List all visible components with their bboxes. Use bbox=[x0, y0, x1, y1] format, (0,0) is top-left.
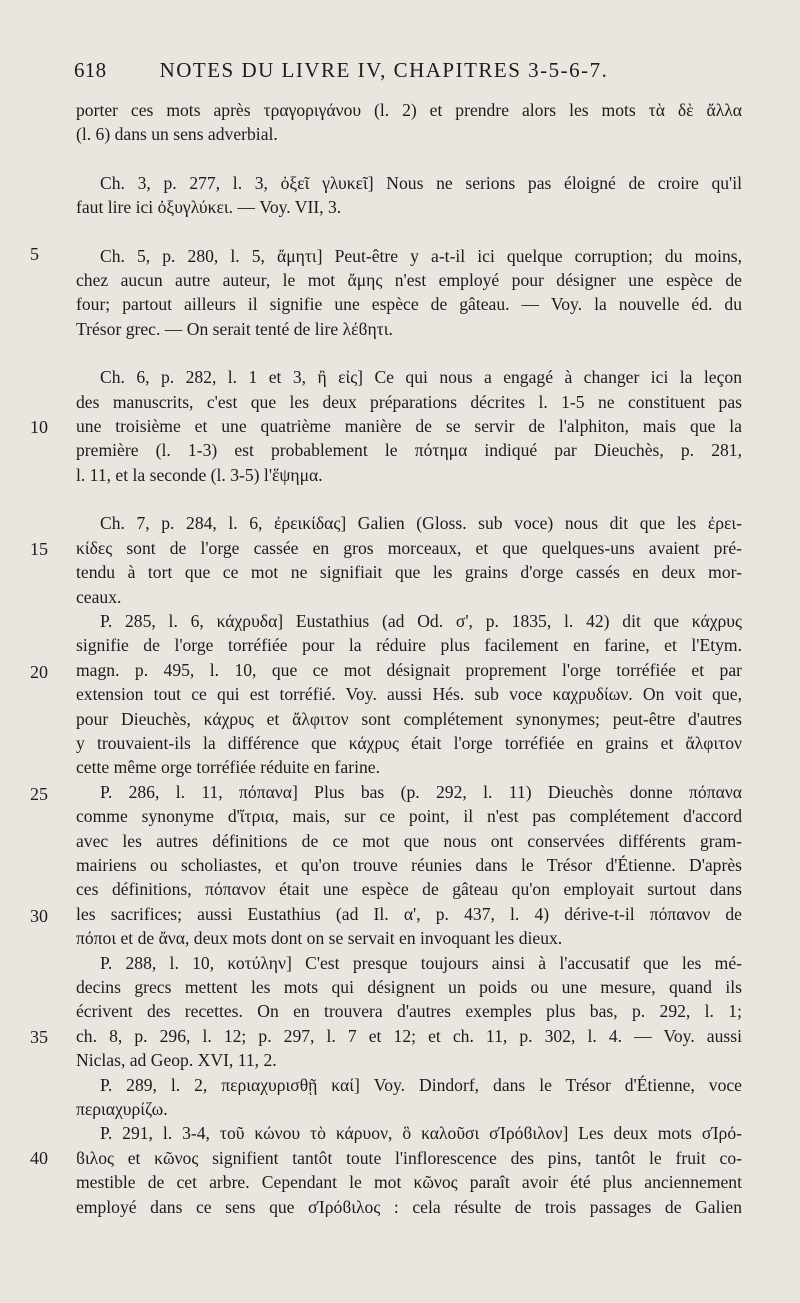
text-line: περιαχυρίζω. bbox=[76, 1099, 168, 1120]
line-number: 5 bbox=[30, 244, 39, 264]
text-line: P. 291, l. 3-4, τοῦ κώνου τὸ κάρυον, ὃ καλοῦσι σΊρόϐιλον] Les deux mots σΊρό- bbox=[100, 1123, 742, 1144]
text-line: pour Dieuchès, κάχρυς et ἄλφιτον sont complétement synonymes; peut-être d'autres bbox=[76, 708, 742, 729]
text-line: tendu à tort que ce mot ne signifiait que les grains d'orge cassés en deux mor- bbox=[76, 562, 742, 583]
line-number: 30 bbox=[30, 906, 48, 926]
text-line: les sacrifices; aussi Eustathius (ad Il. α', p. 437, l. 4) dérive-t-il πόπανον de bbox=[76, 903, 742, 924]
note-p289 bbox=[76, 1073, 742, 1122]
text-line: Ch. 3, p. 277, l. 3, ὀξεῖ γλυκεῖ] Nous ne serions pas éloigné de croire qu'il bbox=[100, 172, 742, 193]
text-line: πόποι et de ἄνα, deux mots dont on se servait en invoquant les dieux. bbox=[76, 928, 563, 949]
text-line: une troisième et une quatrième manière de se servir de l'alphiton, mais que la bbox=[76, 416, 742, 437]
text-line: Ch. 5, p. 280, l. 5, ἄμητι] Peut-être y a-t-il ici quelque corruption; du moins, bbox=[100, 245, 742, 266]
note-ch3 bbox=[76, 171, 742, 220]
note-p286 bbox=[76, 780, 742, 951]
line-number: 35 bbox=[30, 1027, 48, 1047]
note-p288 bbox=[76, 951, 742, 1073]
text-line: chez aucun autre auteur, le mot ἄμης n'est employé pour désigner une espèce de bbox=[76, 270, 742, 291]
note-ch5 bbox=[76, 244, 742, 342]
note-ch6 bbox=[76, 365, 742, 487]
text-line: écrivent des recettes. On en trouvera d'autres exemples plus bas, p. 292, l. 1; bbox=[76, 1001, 742, 1022]
text-line: cette même orge torréfiée réduite en farine. bbox=[76, 757, 380, 778]
page-header bbox=[74, 58, 734, 83]
text-line: mestible de cet arbre. Cependant le mot κῶνος paraît avoir été plus anciennement bbox=[76, 1172, 742, 1193]
text-line: P. 286, l. 11, πόπανα] Plus bas (p. 292, l. 11) Dieuchès donne πόπανα bbox=[100, 781, 742, 802]
text-line: decins grecs mettent les mots qui désignent un poids ou une mesure, quand ils bbox=[76, 977, 742, 997]
text-line: P. 288, l. 10, κοτύλην] C'est presque toujours ainsi à l'accusatif que les mé- bbox=[100, 952, 742, 973]
line-number: 25 bbox=[30, 784, 48, 804]
text-line: P. 289, l. 2, περιαχυρισθῇ καί] Voy. Dindorf, dans le Trésor d'Étienne, voce bbox=[100, 1074, 742, 1095]
line-number: 15 bbox=[30, 539, 48, 559]
text-line: faut lire ici ὀξυγλύκει. — Voy. VII, 3. bbox=[76, 197, 342, 218]
text-line: mairiens ou scholiastes, et qu'on trouve réunies dans le Trésor d'Étienne. D'après bbox=[76, 854, 742, 875]
text-line: four; partout ailleurs il signifie une espèce de gâteau. — Voy. la nouvelle éd. du bbox=[76, 294, 742, 315]
note-ch7 bbox=[76, 511, 742, 609]
text-line: Niclas, ad Geop. XVI, 11, 2. bbox=[76, 1050, 277, 1071]
note-p285 bbox=[76, 609, 742, 780]
text-line: ces définitions, πόπανον était une espèce de gâteau qu'on employait surtout dans bbox=[76, 879, 742, 900]
running-title: NOTES DU LIVRE IV, CHAPITRES 3-5-6-7. bbox=[159, 58, 609, 82]
text-line: (l. 6) dans un sens adverbial. bbox=[76, 124, 278, 145]
line-number: 40 bbox=[30, 1148, 48, 1168]
line-number: 20 bbox=[30, 662, 48, 682]
text-line: porter ces mots après τραγοριγάνου (l. 2) et prendre alors les mots τὰ δὲ ἄλλα bbox=[76, 100, 742, 120]
text-line: ϐιλος et κῶνος signifient tantôt toute l'inflorescence des pins, tantôt le fruit co- bbox=[76, 1147, 742, 1168]
note-continuation bbox=[76, 98, 742, 147]
text-line: première (l. 1-3) est probablement le πότημα indiqué par Dieuchès, p. 281, bbox=[76, 440, 742, 461]
text-line: Ch. 6, p. 282, l. 1 et 3, ἢ εἰς] Ce qui nous a engagé à changer ici la leçon bbox=[100, 367, 742, 388]
note-p291 bbox=[76, 1121, 742, 1219]
text-line: des manuscrits, c'est que les deux préparations décrites l. 1-5 ne constituent pas bbox=[76, 391, 742, 412]
text-line: ch. 8, p. 296, l. 12; p. 297, l. 7 et 12; et ch. 11, p. 302, l. 4. — Voy. aussi bbox=[76, 1025, 742, 1046]
text-line: comme synonyme d'ἴτρια, mais, sur ce point, il n'est pas complétement d'accord bbox=[76, 806, 742, 827]
text-line: κίδες sont de l'orge cassée en gros morceaux, et que quelques-uns avaient pré- bbox=[76, 537, 742, 558]
notes-body bbox=[76, 98, 742, 1219]
text-line: Ch. 7, p. 284, l. 6, ἐρεικίδας] Galien (Gloss. sub voce) nous dit que les ἐρει- bbox=[100, 513, 742, 534]
text-line: extension tout ce qui est torréfié. Voy. aussi Hés. sub voce καχρυδίων. On voit que, bbox=[76, 684, 742, 705]
text-line: y trouvaient-ils la différence que κάχρυς était l'orge torréfiée en grains et ἄλφιτον bbox=[76, 732, 742, 753]
text-line: Trésor grec. — On serait tenté de lire λέϐητι. bbox=[76, 318, 393, 339]
text-line: signifie de l'orge torréfiée pour la réduire plus facilement en farine, et l'Etym. bbox=[76, 635, 742, 656]
text-line: l. 11, et la seconde (l. 3-5) l'ἕψημα. bbox=[76, 464, 323, 485]
line-number: 10 bbox=[30, 417, 48, 437]
text-line: ceaux. bbox=[76, 586, 122, 607]
text-line: employé dans ce sens que σΊρόϐιλος : cela résulte de trois passages de Galien bbox=[76, 1196, 742, 1217]
text-line: avec les autres définitions de ce mot que nous ont conservées différents gram- bbox=[76, 830, 742, 851]
text-line: P. 285, l. 6, κάχρυδα] Eustathius (ad Od. σ', p. 1835, l. 42) dit que κάχρυς bbox=[100, 610, 742, 631]
text-line: magn. p. 495, l. 10, que ce mot désignait proprement l'orge torréfiée et par bbox=[76, 659, 742, 680]
page-number: 618 bbox=[74, 58, 107, 82]
